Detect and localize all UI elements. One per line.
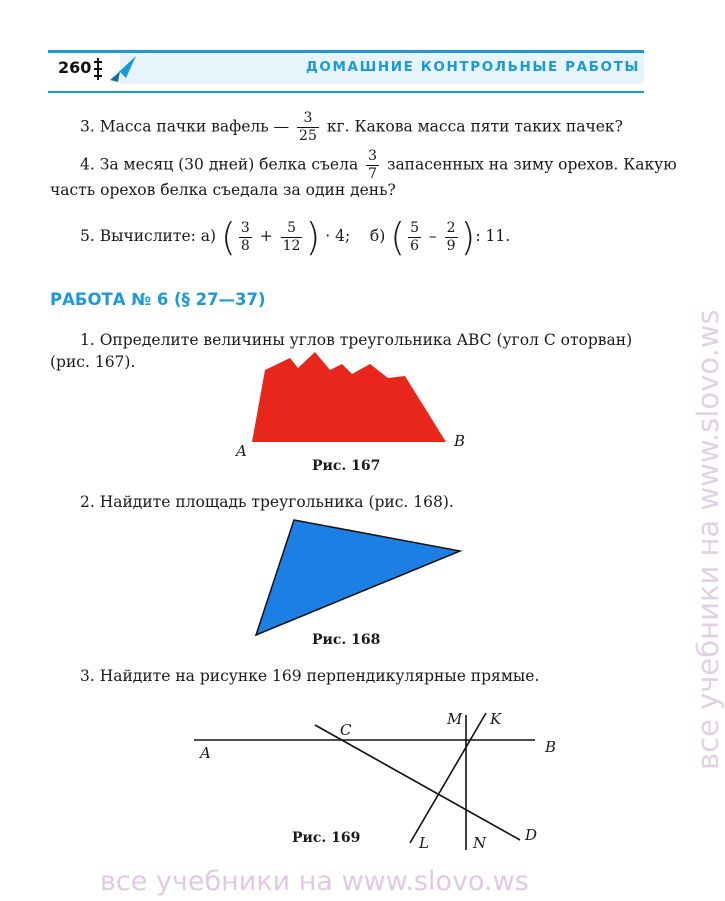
label-d: D [525, 826, 538, 844]
label-a: A [236, 442, 247, 460]
line-kl [410, 713, 486, 843]
triangle-figure [250, 515, 470, 640]
label-b: B [454, 432, 466, 450]
fraction: $\frac{3}{8}$ [240, 219, 250, 254]
torn-triangle [252, 352, 446, 442]
problem-3 [80, 110, 680, 145]
label-a: A [200, 744, 211, 762]
line-cd [315, 725, 520, 840]
vertical-watermark: все учебники на www.slovo.ws [691, 309, 725, 770]
header-title: ДОМАШНИЕ КОНТРОЛЬНЫЕ РАБОТЫ [305, 59, 640, 75]
label-n: N [473, 834, 487, 852]
problem-3-text-end: кг. Какова масса пяти таких пачек? [326, 117, 623, 136]
blue-triangle [256, 520, 460, 635]
page-number: 260 [58, 58, 92, 77]
ruler-marker-icon [92, 56, 104, 82]
problem-5-label: 5. Вычислите: а) [80, 227, 217, 245]
label-l: L [419, 834, 429, 852]
section-title: РАБОТА № 6 (§ 27—37) [50, 290, 266, 309]
problem-3-text: 3. Масса пачки вафель — [80, 117, 290, 136]
label-c: C [340, 721, 352, 739]
bottom-watermark: все учебники на www.slovo.ws [100, 866, 529, 897]
label-m: M [447, 710, 463, 728]
figure-168-caption: Рис. 168 [312, 632, 381, 648]
paper-plane-icon [106, 52, 140, 84]
problem-4-text: 4. За месяц (30 дней) белка съела [80, 155, 359, 174]
task-2-text: 2. Найдите площадь треугольника (рис. 168). [80, 493, 454, 511]
fraction: $\frac{3}{25}$ [299, 110, 317, 144]
task-1-text: 1. Определите величины углов треугольника ABC (угол C оторван) [80, 331, 633, 349]
torn-triangle-figure [240, 350, 460, 450]
task-1-text-line2: (рис. 167). [50, 353, 136, 371]
fraction: $\frac{5}{6}$ [410, 219, 419, 254]
problem-4-line2: часть орехов белка съедала за один день? [50, 181, 396, 199]
fraction: $\frac{5}{12}$ [282, 219, 301, 254]
figure-167-caption: Рис. 167 [312, 458, 381, 474]
label-k: K [490, 710, 502, 728]
fraction: $\frac{3}{7}$ [368, 148, 378, 182]
problem-5: 5. Вычислите: а) ( $\frac{3}{8}$ + $\frac{5}{12}$ ) · 4; б) ( $\frac{5}{6}$ – $\frac{2}{9}$ ): 11. [80, 215, 511, 259]
problem-4-text-mid: запасенных на зиму орехов. Какую [386, 155, 677, 174]
figure-169-caption: Рис. 169 [292, 830, 361, 846]
fraction: $\frac{2}{9}$ [446, 219, 456, 254]
task-3-text: 3. Найдите на рисунке 169 перпендикулярные прямые. [80, 667, 540, 685]
label-b: B [545, 738, 557, 756]
